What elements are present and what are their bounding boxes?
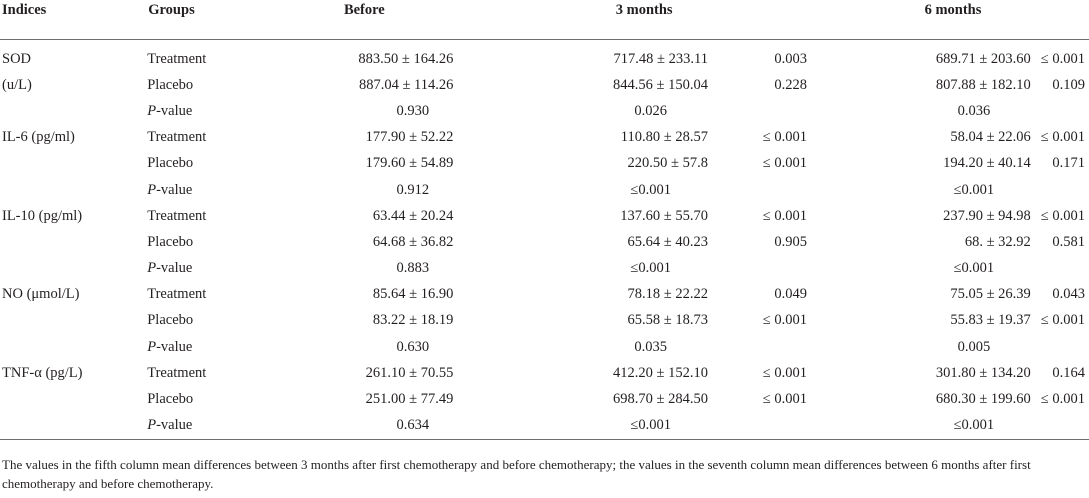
- six-month-cell: 0.036: [957, 102, 991, 119]
- six-month-diff-cell: ≤ 0.001: [1040, 129, 1085, 146]
- index-cell: TNF-α (pg/L): [2, 364, 83, 381]
- six-month-diff-cell: [1041, 256, 1089, 282]
- before-cell: 85.64 ± 16.90: [372, 286, 454, 303]
- six-month-cell: ≤0.001: [953, 181, 995, 198]
- table-body: [0, 40, 1089, 440]
- three-month-cell: ≤0.001: [630, 181, 671, 198]
- six-month-cell: 237.90 ± 94.98: [943, 207, 1031, 224]
- six-month-cell: 58.04 ± 22.06: [950, 129, 1031, 146]
- three-month-diff-cell: 0.003: [774, 50, 807, 67]
- header-3-months: 3 months: [471, 0, 817, 40]
- three-month-diff-cell: 0.228: [774, 76, 807, 93]
- table-row: [0, 125, 1089, 151]
- table-row: [0, 151, 1089, 177]
- group-cell: Treatment: [147, 129, 207, 146]
- three-month-cell: ≤0.001: [471, 413, 722, 440]
- three-month-cell: 65.64 ± 40.23: [627, 233, 708, 250]
- three-month-diff-cell: [722, 413, 817, 440]
- group-cell: [147, 98, 274, 124]
- group-cell: Treatment: [147, 207, 207, 224]
- group-cell: Treatment: [147, 286, 207, 303]
- before-cell: 177.90 ± 52.22: [365, 129, 454, 146]
- header-6-months: 6 months: [817, 0, 1089, 40]
- six-month-cell: 680.30 ± 199.60: [935, 391, 1031, 408]
- before-cell: 83.22 ± 18.19: [372, 312, 454, 329]
- header-row: [0, 0, 1089, 40]
- six-month-cell: 75.05 ± 26.39: [950, 286, 1031, 303]
- table-row: [0, 229, 1089, 255]
- six-month-cell: 194.20 ± 40.14: [943, 155, 1031, 172]
- index-cell: [0, 98, 147, 124]
- six-month-diff-cell: ≤ 0.001: [1040, 312, 1085, 329]
- index-cell: [0, 334, 147, 360]
- before-cell: 887.04 ± 114.26: [358, 76, 454, 93]
- index-cell: NO (μmol/L): [2, 286, 80, 303]
- three-month-diff-cell: [722, 177, 817, 203]
- before-cell: 883.50 ± 164.26: [358, 50, 454, 67]
- index-cell: IL-10 (pg/ml): [2, 207, 83, 224]
- index-cell: [0, 177, 147, 203]
- three-month-diff-cell: ≤ 0.001: [762, 391, 807, 408]
- six-month-diff-cell: [1041, 413, 1089, 440]
- header-groups: Groups: [147, 0, 274, 40]
- three-month-cell: 0.035: [634, 338, 667, 355]
- six-month-diff-cell: 0.164: [1052, 364, 1085, 381]
- before-cell: 64.68 ± 36.82: [372, 233, 454, 250]
- three-month-cell: 137.60 ± 55.70: [620, 207, 708, 224]
- index-cell: [0, 256, 147, 282]
- before-cell: 0.883: [396, 260, 430, 277]
- before-cell: 0.634: [274, 413, 471, 440]
- table-row: [0, 413, 1089, 440]
- six-month-cell: 807.88 ± 182.10: [935, 76, 1031, 93]
- three-month-diff-cell: 0.905: [774, 233, 807, 250]
- table-row: [0, 386, 1089, 412]
- three-month-cell: ≤0.001: [630, 260, 671, 277]
- six-month-diff-cell: [1041, 334, 1089, 360]
- three-month-cell: 844.56 ± 150.04: [612, 76, 708, 93]
- group-cell: Placebo: [147, 76, 194, 93]
- three-month-diff-cell: [722, 256, 817, 282]
- header-indices: Indices: [0, 0, 147, 40]
- six-month-cell: ≤0.001: [817, 413, 1041, 440]
- group-cell: [147, 334, 274, 360]
- three-month-cell: 110.80 ± 28.57: [620, 129, 708, 146]
- p-italic-label: P: [147, 102, 157, 119]
- group-cell: Placebo: [147, 155, 194, 172]
- p-italic-label: P: [147, 181, 157, 198]
- three-month-cell: 698.70 ± 284.50: [612, 391, 708, 408]
- table-row: [0, 308, 1089, 334]
- three-month-diff-cell: 0.049: [774, 286, 807, 303]
- index-cell: [0, 151, 147, 177]
- before-cell: 261.10 ± 70.55: [365, 364, 454, 381]
- table-row: [0, 177, 1089, 203]
- six-month-cell: 55.83 ± 19.37: [950, 312, 1031, 329]
- table-row: [0, 334, 1089, 360]
- before-cell: 179.60 ± 54.89: [365, 155, 454, 172]
- table-row: [0, 360, 1089, 386]
- index-cell: [0, 386, 147, 412]
- six-month-cell: 0.005: [957, 338, 991, 355]
- three-month-diff-cell: [722, 98, 817, 124]
- index-cell: IL-6 (pg/ml): [2, 129, 75, 146]
- table-row: [0, 72, 1089, 98]
- before-cell: 0.630: [396, 338, 430, 355]
- p-value-suffix: -value: [156, 181, 193, 198]
- index-cell: (u/L): [2, 76, 32, 93]
- three-month-diff-cell: ≤ 0.001: [762, 207, 807, 224]
- p-value-suffix: -value: [156, 260, 193, 277]
- table-row: [0, 40, 1089, 73]
- three-month-diff-cell: ≤ 0.001: [762, 364, 807, 381]
- table-row: [0, 203, 1089, 229]
- header-before: Before: [274, 0, 471, 40]
- six-month-diff-cell: [1041, 177, 1089, 203]
- three-month-cell: 78.18 ± 22.22: [627, 286, 708, 303]
- six-month-diff-cell: 0.043: [1052, 286, 1085, 303]
- before-cell: 0.912: [396, 181, 430, 198]
- six-month-diff-cell: ≤ 0.001: [1040, 50, 1085, 67]
- three-month-diff-cell: [722, 334, 817, 360]
- p-value-suffix: -value: [156, 338, 193, 355]
- three-month-cell: 0.026: [634, 102, 667, 119]
- group-cell: Placebo: [147, 233, 194, 250]
- three-month-cell: 220.50 ± 57.8: [627, 155, 708, 172]
- table-footnote: The values in the fifth column mean differences between 3 months after first chemotherapy and before chemotherapy; the values in the seventh column mean differences between 6 months after first chemotherapy and before chemotherapy.: [2, 457, 1031, 491]
- three-month-cell: 65.58 ± 18.73: [627, 312, 708, 329]
- p-value-suffix: -value: [156, 102, 193, 119]
- group-cell: [147, 413, 274, 440]
- before-cell: 63.44 ± 20.24: [372, 207, 454, 224]
- group-cell: Placebo: [147, 391, 194, 408]
- three-month-diff-cell: ≤ 0.001: [762, 155, 807, 172]
- p-italic-label: P: [147, 417, 157, 434]
- p-value-suffix: -value: [156, 417, 193, 434]
- six-month-diff-cell: ≤ 0.001: [1040, 207, 1085, 224]
- p-italic-label: P: [147, 338, 157, 355]
- index-cell: [0, 229, 147, 255]
- six-month-cell: 689.71 ± 203.60: [935, 50, 1031, 67]
- six-month-diff-cell: [1041, 98, 1089, 124]
- group-cell: Placebo: [147, 312, 194, 329]
- index-cell: [0, 413, 147, 440]
- six-month-diff-cell: 0.171: [1052, 155, 1085, 172]
- index-cell: [0, 308, 147, 334]
- group-cell: Treatment: [147, 50, 207, 67]
- p-italic-label: P: [147, 260, 157, 277]
- before-cell: 0.930: [396, 102, 430, 119]
- three-month-diff-cell: ≤ 0.001: [762, 312, 807, 329]
- three-month-cell: 412.20 ± 152.10: [612, 364, 708, 381]
- before-cell: 251.00 ± 77.49: [365, 391, 454, 408]
- six-month-cell: 301.80 ± 134.20: [935, 364, 1031, 381]
- table-row: [0, 98, 1089, 124]
- three-month-cell: 717.48 ± 233.11: [613, 50, 708, 67]
- table-row: [0, 282, 1089, 308]
- six-month-diff-cell: 0.109: [1052, 76, 1085, 93]
- six-month-diff-cell: 0.581: [1052, 233, 1085, 250]
- group-cell: [147, 256, 274, 282]
- six-month-diff-cell: ≤ 0.001: [1040, 391, 1085, 408]
- three-month-diff-cell: ≤ 0.001: [762, 129, 807, 146]
- index-cell: SOD: [2, 50, 32, 67]
- table-row: [0, 256, 1089, 282]
- six-month-cell: 68. ± 32.92: [964, 233, 1031, 250]
- group-cell: [147, 177, 274, 203]
- six-month-cell: ≤0.001: [953, 260, 995, 277]
- group-cell: Treatment: [147, 364, 207, 381]
